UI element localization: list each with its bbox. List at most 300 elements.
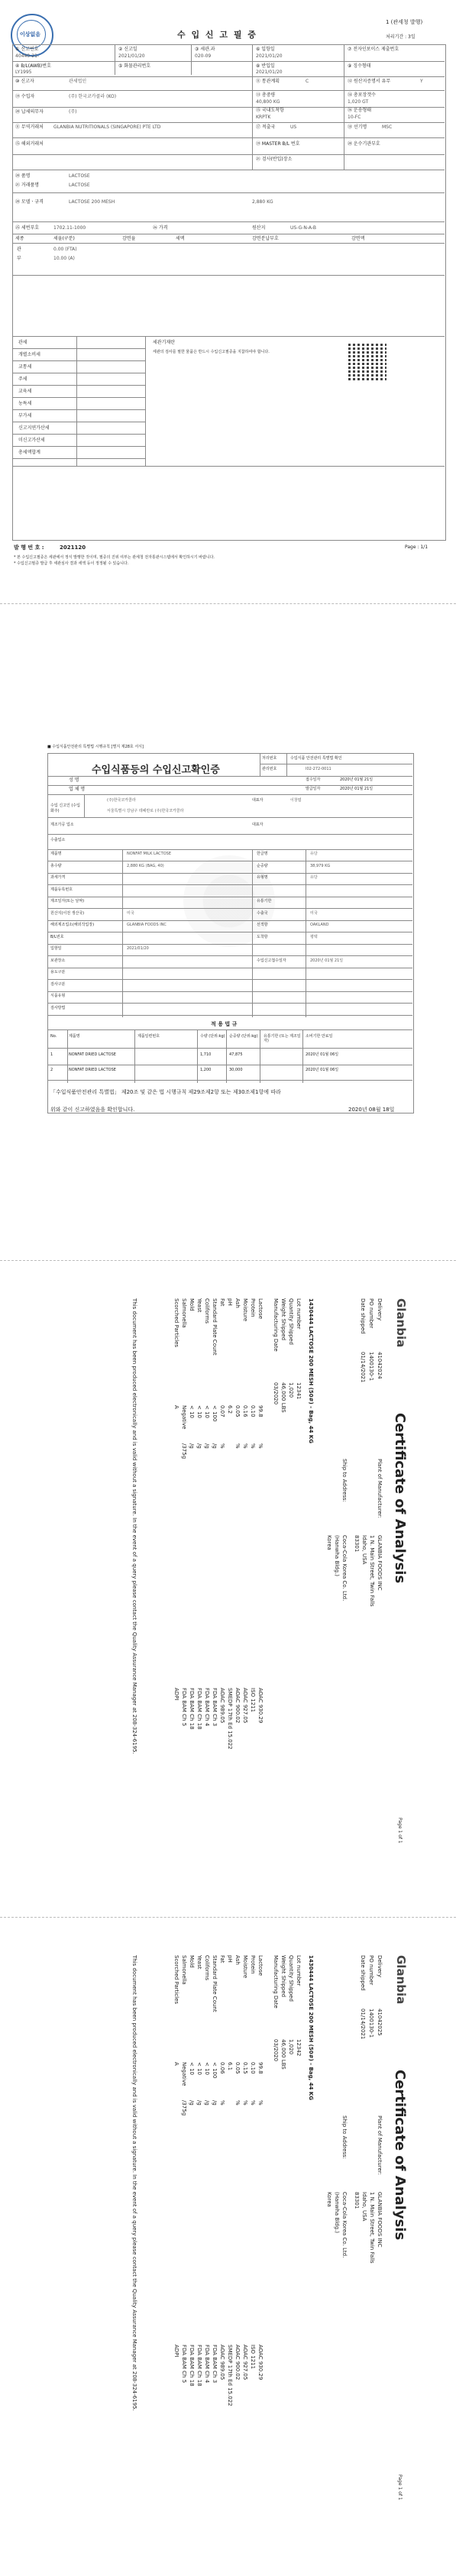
control-no-label: 관리번호 (262, 767, 277, 771)
coa-test-method: AOAC 900.02 (234, 2345, 241, 2380)
coa-test-unit: /g (189, 1443, 195, 1449)
result-col-rule (226, 1029, 227, 1083)
coa-test-value: 0.05 (234, 1405, 241, 1417)
coa-ship-line: Korea (326, 2192, 332, 2207)
manufacturer-rep-label: 대표자 (252, 823, 264, 827)
coa-test-method: ADPI (173, 2345, 179, 2358)
coa-meta-value: 01/14/2021 (360, 1352, 366, 1383)
receipt-date-label: 접수일자 (306, 777, 321, 782)
field-value: 2021/01/20 (256, 69, 283, 75)
coa-plant-line: Idaho, USA (361, 2192, 367, 2222)
product-row-label: B/L번호 (50, 934, 64, 939)
coa-attr-label: Weight Shipped (280, 1955, 286, 1998)
tax-sum-label: 농특세 (18, 401, 32, 406)
tax-row-type: 부 (17, 256, 21, 261)
tax-sum-rule (12, 348, 145, 349)
coa-ship-line: Coca-Cola Korea Co. Ltd. (341, 2192, 348, 2258)
coa-test-label: Protein (250, 1955, 256, 1974)
coa-test-unit: /g (212, 2100, 218, 2106)
result-cell: NONFAT DRIED LACTOSE (69, 1052, 116, 1057)
product-row-label: 제품명 (50, 852, 62, 856)
hs-label: ㉕ 세번부호 (15, 225, 40, 231)
field-value: 020-09 (195, 53, 212, 59)
product-row-extra-label: 한글명 (257, 852, 268, 856)
tax-sum-label: 부가세 (18, 413, 32, 419)
coa-ship-label: Ship to Address: (341, 2115, 348, 2159)
result-cell: 2020년 01월 06일 (306, 1052, 339, 1057)
coa-disclaimer: This document has been produced electronically and is valid without a signature. In the event of a query please contact the Quality Assurance Manager at 208-324-6195. (131, 1955, 137, 2411)
field-label: ⑪ 통관계획 (256, 79, 280, 84)
field-label: ⑰ 적출국 (256, 124, 276, 130)
coa-meta-label: Delivery (377, 1298, 383, 1321)
product-row-extra-label: 수입신고접수일자 (257, 958, 286, 963)
coa-ship-line: Korea (326, 1535, 332, 1550)
page-info: Page : 1/1 (405, 545, 429, 550)
product-row-rule (47, 1003, 412, 1004)
broker-label: ⑪ 무역거래처 (15, 124, 44, 130)
broker-value: GLANBIA NUTRITIONALS (SINGAPORE) PTE LTD (53, 124, 161, 130)
coa-test-value: < 10 (204, 2062, 210, 2075)
page-title: 수 입 신 고 필 증 (177, 30, 257, 40)
coa-plant-line: 1 N. Main Street, Twin Falls (369, 1535, 375, 1607)
receipt-no-label: 처리번호 (262, 756, 277, 761)
tax-sum-label: 교통세 (18, 364, 32, 370)
control-no-value: I02-272-0011 (306, 767, 331, 771)
coa-attr-value: 46,000 LBS (280, 2039, 286, 2070)
coa-page-2 (0, 1925, 456, 2566)
importer-block-label: 수입 신고인 (수입 화주) (50, 803, 80, 813)
field-label: ④ B/L(AWB)번호 (15, 63, 51, 69)
product-row-extra-label: 수출국 (257, 910, 268, 916)
coa-test-value: 6.2 (227, 1405, 233, 1414)
model-label: ⑳ 모델ㆍ규격 (15, 199, 44, 205)
product-row-extra-value: 평택 (310, 934, 318, 939)
product-row-rule (47, 884, 412, 885)
tax-sum-rule (12, 434, 145, 435)
product-row-label: 총수량 (50, 863, 62, 868)
copy-label: 1 (관세청 발행) (386, 19, 423, 25)
coa-test-unit: % (257, 2100, 264, 2106)
coa-meta-label: Date shipped (360, 1298, 366, 1334)
coa-test-value: < 10 (189, 1405, 195, 1418)
coa-test-label: Moisture (242, 1298, 248, 1322)
coa-test-label: Mold (189, 1955, 195, 1968)
manufacturer-label: 제조가공 업소 (50, 823, 74, 827)
hs-value: 1702.11-1000 (53, 225, 86, 231)
coa-test-method: AOAC 989.05 (219, 1688, 225, 1724)
law-text: 「수입식품안전관리 특별법」 제20조 및 같은 법 시행규칙 제29조제2항 또는 제30조제1항에 따라 (50, 1089, 281, 1095)
field-label: ⑤ 화물관리번호 (118, 63, 151, 69)
product-row-label: 입항일 (50, 946, 62, 951)
coa-test-value: A (173, 2062, 179, 2066)
field-label: ③ 세관.과 (195, 47, 215, 52)
coa-test-label: Salmonella (181, 1298, 187, 1328)
import-confirmation-page (0, 611, 456, 1237)
confirmation-title: 수입식품등의 수입신고확인증 (92, 764, 220, 776)
coa-test-method: FDA BAM Ch 5 (181, 1688, 187, 1727)
coa-test-label: Salmonella (181, 1955, 187, 1985)
coa-test-unit: /g (196, 1443, 202, 1449)
product-row-extra-value: 2020년 01월 21일 (310, 958, 344, 963)
product-row-value: 2021/01/20 (127, 946, 149, 951)
coa-test-label: Ash (234, 1298, 241, 1308)
coa-test-unit: % (257, 1443, 264, 1449)
tax-sum-rule (12, 409, 145, 410)
coa-page-number: Page 1 of 1 (397, 1818, 403, 1844)
coa-page-number: Page 1 of 1 (397, 2474, 403, 2500)
result-header: 소비기한 만료일 (306, 1034, 333, 1039)
coa-test-value: Negative (181, 1405, 187, 1430)
coa-ship-line: (Hanwha Bldg.) (334, 2192, 340, 2233)
issue-date-label: 발급일자 (306, 787, 321, 791)
product-row-extra-value: 미국 (310, 910, 318, 916)
result-cell: 1 (50, 1052, 53, 1057)
product-row-label: 원산지(이전 생산국) (50, 910, 85, 916)
product-row-label: 보관장소 (50, 958, 66, 963)
coa-rotated-content (31, 1291, 412, 1886)
field-label: ⑧ 반입일 (256, 63, 275, 69)
coa-attr-value: 46,000 LBS (280, 1382, 286, 1413)
result-cell: 30,000 (229, 1068, 243, 1072)
handling-period: 처리기간 : 3일 (386, 34, 416, 40)
coa-test-label: Ash (234, 1955, 241, 1965)
coa-test-value: < 10 (204, 1405, 210, 1418)
coa-plant-line: Idaho, USA (361, 1535, 367, 1565)
coa-test-unit: /375g (181, 2100, 187, 2116)
coa-test-value: 0.05 (234, 2062, 241, 2074)
product-row-rule (47, 920, 412, 921)
coa-test-label: Standard Plate Count (212, 1955, 218, 2012)
coa-test-method: FDA BAM Ch 18 (196, 2345, 202, 2387)
tax-sum-label: 주세 (18, 377, 27, 382)
origin-label: 원산지 (252, 225, 266, 231)
result-cell: NONFAT DRIED LACTOSE (69, 1068, 116, 1072)
coa-test-label: Moisture (242, 1955, 248, 1979)
coa-test-method: AOAC 900.02 (234, 1688, 241, 1724)
result-col-rule (67, 1029, 68, 1083)
coa-test-method: ADPI (173, 1688, 179, 1701)
coa-plant-label: Plant of Manufacturer: (377, 2115, 383, 2175)
coa-attr-label: Lot number (296, 1955, 302, 1986)
coa-test-method: SMEDP 17th Ed 15.022 (227, 1688, 233, 1750)
tax-header: 감면액 (351, 236, 365, 241)
coa-test-unit: /g (204, 2100, 210, 2106)
coa-plant-line: 1 N. Main Street, Twin Falls (369, 2192, 375, 2264)
field-label: ⑩ 신고자 (15, 79, 34, 84)
applicant-label: 성 명 (69, 777, 79, 783)
glanbia-logo: Glanbia (394, 1298, 408, 1348)
importer-rep-value: 이창엽 (290, 798, 302, 803)
tax-sum-rule (12, 397, 145, 398)
coa-test-method: ISO 1211 (250, 2345, 256, 2370)
field-label: ⑥ 입항일 (256, 47, 275, 52)
product-row-value: NONFAT MILK LACTOSE (127, 852, 171, 856)
footnote: * 수입신고필증 발급 후 세관심사 결과 세액 등이 정정될 수 있습니다. (14, 561, 129, 566)
coa-test-value: < 10 (196, 2062, 202, 2075)
coa-test-value: 0.15 (242, 2062, 248, 2074)
coa-meta-value: 1400130-1 (368, 2009, 374, 2038)
field-label: ㉑ 검사(반입)장소 (256, 157, 293, 162)
coa-meta-label: PO number (368, 1955, 374, 1986)
product-row-extra-value: 유당 (310, 852, 318, 856)
product-row-rule (47, 955, 412, 956)
tax-header: 감면분납부호 (252, 236, 279, 241)
field-label: ⑭ 총포장갯수 (348, 92, 376, 98)
product-row-rule (47, 979, 412, 980)
product-row-rule (47, 873, 412, 874)
trade-name-value: LACTOSE (69, 183, 90, 188)
tax-sum-label: 총세액합계 (18, 450, 40, 455)
product-row-rule (47, 991, 412, 992)
tax-sum-rule (12, 458, 145, 459)
field-label: ⑯ 운송형태 (348, 108, 372, 113)
result-col-rule (134, 1029, 135, 1083)
coa-test-label: Coliforms (204, 1955, 210, 1981)
coa-attr-value: 03/2020 (273, 2039, 279, 2062)
coa-test-label: Lactose (257, 1955, 264, 1976)
tax-row-type: 관 (17, 247, 21, 252)
coa-meta-value: 41042025 (377, 2009, 383, 2036)
field-value: C (306, 79, 309, 84)
coa-meta-label: Delivery (377, 1955, 383, 1978)
product-row-extra-label: 유형명 (257, 875, 268, 880)
tax-header: 세액 (176, 236, 185, 241)
field-label: ② 신고일 (118, 47, 137, 52)
field-value: 1,020 GT (348, 99, 369, 105)
product-row-rule (47, 1015, 412, 1016)
coa-plant-line: 83301 (354, 2192, 360, 2209)
coa-product-line: 1430444 LACTOSE 200 MESH (50#) - Bag, 44 KG (308, 1955, 314, 2100)
tax-sum-rule (12, 360, 145, 361)
coa-test-unit: % (219, 1443, 225, 1449)
coa-test-label: Coliforms (204, 1298, 210, 1324)
result-cell: 1,200 (200, 1068, 212, 1072)
coa-test-label: Standard Plate Count (212, 1298, 218, 1356)
coa-plant-line: GLANBIA FOODS INC (377, 1535, 383, 1591)
price-label: ㉖ 가격 (153, 225, 168, 231)
tax-sum-label: 교육세 (18, 389, 32, 394)
importer-label: ⑲ 수입자 (15, 94, 35, 99)
coa-test-unit: /g (196, 2100, 202, 2106)
tax-sum-rule (12, 446, 145, 447)
result-header: 제품명 (69, 1034, 80, 1039)
coa-plant-line: 83301 (354, 1535, 360, 1553)
coa-test-value: < 100 (212, 1405, 218, 1422)
coa-test-value: A (173, 1405, 179, 1409)
field-label: ⑳ 운수기관부호 (348, 141, 380, 147)
coa-test-label: Yeast (196, 1298, 202, 1313)
product-row-extra-value: 유당 (310, 875, 318, 880)
coa-test-value: 99.8 (257, 2062, 264, 2074)
product-row-label: 검사구분 (50, 981, 66, 987)
coa-rotated-content (31, 1947, 412, 2543)
coa-test-label: pH (227, 1298, 233, 1306)
field-value: LY1995 (15, 69, 32, 75)
coa-test-label: pH (227, 1955, 233, 1963)
tax-sum-label: 신고지연가산세 (18, 425, 50, 431)
glanbia-logo: Glanbia (394, 1955, 408, 2005)
coa-test-label: Lactose (257, 1298, 264, 1320)
coa-test-method: FDA BAM Ch 3 (212, 1688, 218, 1727)
coa-attr-value: 1,020 (288, 2039, 294, 2055)
coa-attr-label: Weight Shipped (280, 1298, 286, 1341)
coa-test-unit: /375g (181, 1443, 187, 1459)
coa-ship-label: Ship to Address: (341, 1459, 348, 1502)
date-text: 2020년 08월 18일 (348, 1107, 395, 1113)
origin-value: US-G-N-A-B (290, 225, 316, 231)
coa-test-unit: % (250, 1443, 256, 1449)
result-col-rule (197, 1029, 198, 1083)
product-row-rule (47, 944, 412, 945)
result-header: 유통기한 (또는 제조일자) (264, 1034, 301, 1043)
field-label: ⑲ MASTER B/L 번호 (256, 141, 300, 147)
coa-title: Certificate of Analysis (392, 1413, 408, 1584)
field-value: Y (420, 79, 423, 84)
coa-test-label: Mold (189, 1298, 195, 1311)
product-row-value: 미국 (127, 910, 134, 916)
coa-test-method: SMEDP 17th Ed 15.022 (227, 2345, 233, 2406)
product-row-label: 용도구분 (50, 970, 66, 974)
coa-plant-label: Plant of Manufacturer: (377, 1459, 383, 1518)
coa-test-value: 0.10 (250, 2062, 256, 2074)
coa-test-label: Yeast (196, 1955, 202, 1970)
product-row-label: 제조일자(또는 날짜) (50, 899, 85, 903)
coa-test-label: Fat (219, 1298, 225, 1307)
exporter-label: 수출업소 (50, 838, 66, 842)
confirm-text: 위와 같이 신고하였음을 확인합니다. (50, 1107, 135, 1113)
result-row-rule (47, 1080, 412, 1081)
product-row-label: 과세가격 (50, 875, 66, 880)
product-row-extra-value: 38,979 KG (310, 863, 331, 868)
coa-test-value: 6.1 (227, 2062, 233, 2071)
field-value: US (290, 124, 297, 130)
product-row-extra-label: 선적항 (257, 923, 268, 927)
coa-test-unit: % (242, 1443, 248, 1449)
receipt-no-value: 수입식품 안전관리 특별법 확인 (290, 756, 342, 761)
coa-page-1 (0, 1268, 456, 1909)
coa-attr-label: Manufacturing Date (273, 1955, 279, 2009)
field-value: 40,800 KG (256, 99, 280, 105)
coa-plant-line: GLANBIA FOODS INC (377, 2192, 383, 2248)
import-declaration-page (0, 0, 456, 596)
importer-address: 서울특별시 강남구 테헤란로 (주)한국코카콜라 (107, 809, 184, 813)
product-row-extra-label: 도착항 (257, 934, 268, 939)
coa-test-unit: % (219, 2100, 225, 2106)
taxpayer-label: ⑳ 납세의무자 (15, 109, 44, 115)
coa-attr-value: 12342 (296, 2039, 302, 2057)
coa-test-label: Scorched Particles (173, 1298, 179, 1348)
tax-header: 감면율 (122, 236, 136, 241)
result-header: 수량 (단위:kg) (200, 1034, 225, 1039)
coa-test-method: FDA BAM Ch 18 (196, 1688, 202, 1730)
importer-name: (주)한국코카콜라 (107, 798, 136, 803)
coa-test-value: 0.07 (219, 1405, 225, 1417)
tax-sum-label: 미신고가산세 (18, 438, 45, 443)
coa-test-unit: % (234, 2100, 241, 2106)
coa-attr-value: 12341 (296, 1382, 302, 1400)
coa-test-label: Protein (250, 1298, 256, 1317)
coa-test-method: FDA BAM Ch 4 (204, 2345, 210, 2384)
coa-test-value: < 10 (196, 1405, 202, 1418)
customs-officer-label: 세관기재란 (153, 340, 175, 345)
result-col-rule (302, 1029, 303, 1083)
tax-sum-label: 관세 (18, 340, 27, 345)
field-value: KRPTK (256, 115, 271, 120)
coa-test-unit: % (250, 2100, 256, 2106)
coa-test-method: FDA BAM Ch 5 (181, 2345, 187, 2384)
customs-note: 세관의 검사를 필한 물품은 반드시 수입신고필증을 지참하여야 합니다. (153, 350, 270, 354)
field-value: MSC (382, 124, 393, 130)
field-value: 2021/01/20 (118, 53, 145, 59)
coa-test-value: Negative (181, 2062, 187, 2086)
tax-header: 세율(구분) (53, 236, 75, 241)
coa-disclaimer: This document has been produced electronically and is valid without a signature. In the event of a query please contact the Quality Assurance Manager at 208-324-6195. (131, 1298, 137, 1754)
coa-test-unit: /g (212, 1443, 218, 1449)
field-label: ⑬ 총중량 (256, 92, 276, 98)
coa-meta-label: Date shipped (360, 1955, 366, 1991)
product-row-label: 제품등록번호 (50, 887, 73, 892)
item-value: LACTOSE (69, 173, 90, 179)
coa-test-unit: % (234, 1443, 241, 1449)
item-label: ⑳ 품명 (15, 173, 31, 179)
result-cell: 1,710 (200, 1052, 212, 1057)
tax-sum-rule (12, 385, 145, 386)
product-row-label: 검사방법 (50, 1005, 66, 1010)
result-cell: 2020년 01월 06일 (306, 1068, 339, 1072)
issue-number-label: 발 행 번 호 : (14, 545, 44, 551)
coa-test-method: FDA BAM Ch 18 (189, 2345, 195, 2387)
coa-attr-label: Manufacturing Date (273, 1298, 279, 1352)
coa-test-method: FDA BAM Ch 3 (212, 2345, 218, 2384)
trade-name-label: ㉑ 거래품명 (15, 183, 40, 188)
coa-ship-line: Coca-Cola Korea Co. Ltd. (341, 1535, 348, 1602)
product-row-extra-value: OAKLAND (310, 923, 329, 927)
product-row-extra-label: 순중량 (257, 863, 268, 868)
coa-test-value: 0.06 (219, 2062, 225, 2074)
result-cell: 47,875 (229, 1052, 243, 1057)
result-header: No. (50, 1034, 57, 1039)
coa-ship-line: (Hanwha Bldg.) (334, 1535, 340, 1576)
field-label: ⑫ 원산지증명서 유무 (348, 79, 391, 84)
coa-test-unit: % (242, 2100, 248, 2106)
coa-meta-value: 01/14/2021 (360, 2009, 366, 2040)
coa-test-label: Fat (219, 1955, 225, 1964)
tax-header: 세종 (15, 236, 24, 241)
result-header-rule (47, 1048, 412, 1049)
coa-test-method: FDA BAM Ch 18 (189, 1688, 195, 1730)
coa-test-method: AOAC 927.05 (242, 2345, 248, 2380)
supplier-label: ⑮ 해외거래처 (15, 141, 44, 147)
coa-test-value: < 100 (212, 2062, 218, 2079)
coa-attr-label: Quantity Shipped (288, 1298, 294, 1345)
footnote: * 본 수입신고필증은 세관에서 정식 발행한 것이며, 필증의 진위 여부는 관세청 전자통관시스템에서 확인하시기 바랍니다. (14, 555, 215, 560)
coa-test-method: ISO 1211 (250, 1688, 256, 1713)
coa-test-unit: /g (204, 1443, 210, 1449)
coa-attr-value: 03/2020 (273, 1382, 279, 1405)
taxpayer-value: (주) (69, 109, 77, 115)
product-row-rule (47, 908, 412, 909)
result-header: 제품일련번호 (137, 1034, 160, 1039)
tax-row-rate: 10.00 (A) (53, 256, 75, 261)
field-label: ⑮ 국내도착항 (256, 108, 284, 113)
field-label: ① 신고번호 (15, 47, 39, 52)
field-value: 관세법인 (69, 79, 87, 84)
coa-test-method: AOAC 930.29 (257, 2345, 264, 2380)
coa-test-value: < 10 (189, 2062, 195, 2075)
stamp-text: 이상없음 (20, 31, 41, 37)
importer-value: (주) 한국코카콜라 (KO) (69, 94, 117, 99)
tax-sum-label: 개별소비세 (18, 352, 40, 357)
